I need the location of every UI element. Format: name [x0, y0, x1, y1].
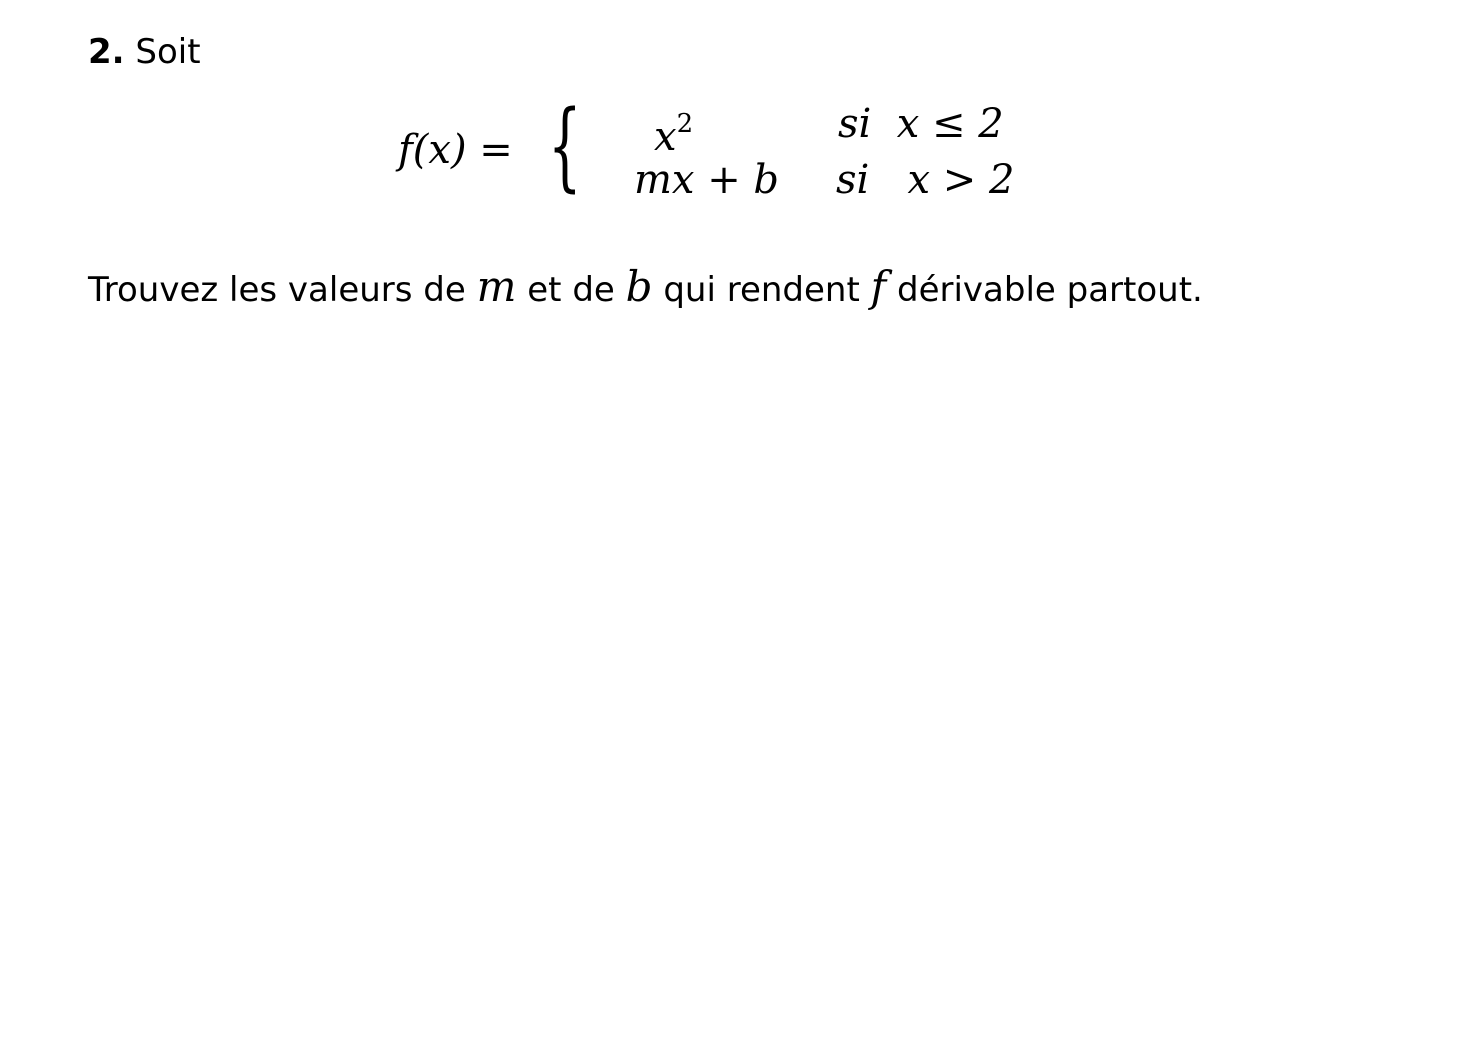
case-1-base: x: [654, 114, 677, 160]
case-1-expression: [654, 100, 693, 161]
problem-intro: Soit: [135, 32, 201, 72]
case-1-exponent: 2: [676, 109, 694, 139]
case-1-condition: [838, 100, 1004, 148]
variable-m: m: [476, 262, 517, 311]
case-2-condition: [836, 156, 1014, 204]
case-2-expression: mx + b: [634, 157, 780, 203]
question-part-3: qui rendent: [663, 270, 860, 310]
left-brace: {: [548, 90, 582, 202]
piecewise-function-formula: [398, 92, 1038, 212]
case-1-si: si: [838, 101, 872, 147]
variable-f: f: [870, 262, 887, 311]
formula-lhs: f(x) =: [398, 127, 513, 173]
question-text: [88, 262, 1203, 315]
problem-number: 2.: [88, 32, 125, 72]
case-1-inequality: x ≤ 2: [896, 101, 1004, 147]
case-2-si: si: [836, 157, 870, 203]
question-part-2: et de: [527, 270, 615, 310]
question-part-4: dérivable partout.: [896, 270, 1203, 310]
question-part-1: Trouvez les valeurs de: [88, 270, 466, 310]
problem-heading: [88, 30, 201, 74]
case-2-inequality: x > 2: [907, 157, 1015, 203]
variable-b: b: [625, 262, 653, 311]
